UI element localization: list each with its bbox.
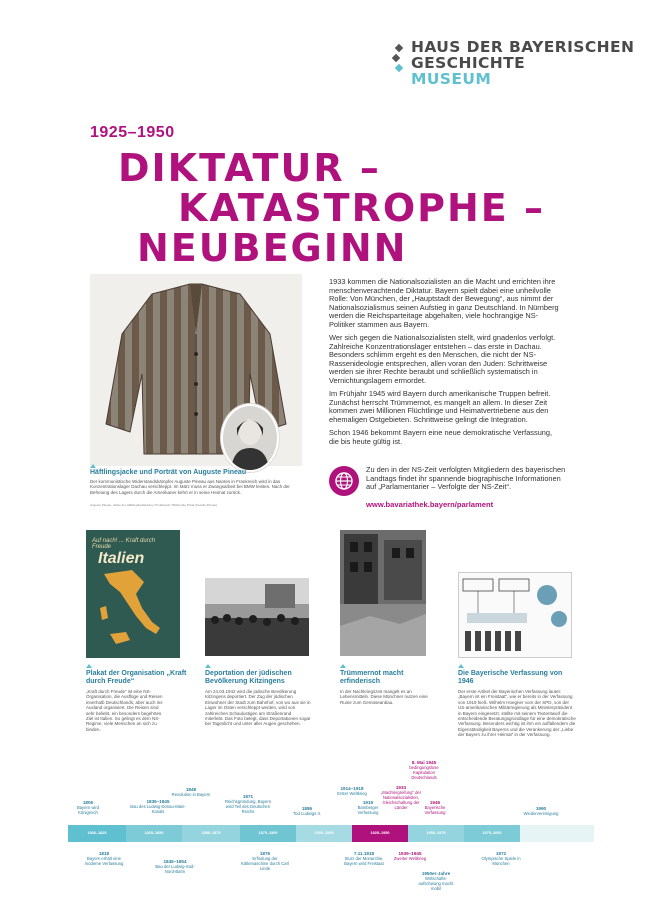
event-1818: 1818 Bayern erhält eine moderne Verfassung xyxy=(84,851,124,866)
exhibit-3-marker-icon xyxy=(340,664,346,668)
event-1918: 7.11.1918 Sturz der Monarchie, Bayern wird Freistaat xyxy=(344,851,384,866)
timeline-period-1850: 1850–1875 xyxy=(182,825,240,842)
portrait-photo xyxy=(221,404,279,472)
exhibit-1-marker-icon xyxy=(86,664,92,668)
intro-paragraph-2: Wer sich gegen die Nationalsozialisten stellt, wird gnadenlos verfolgt. Zahlreiche Konzentrationslager entstehen – das erste in Dachau. Besonders schlimm ergeht es den Menschen, die nicht der NS-Rassenideologie entsprechen, allen voran den Juden: Schrittweise werden sie ihrer Rechte beraubt und schließlich systematisch in Vernichtungslagern ermordet. xyxy=(329,333,556,385)
timeline-period-1875: 1875–1900 xyxy=(240,825,296,842)
intro-paragraph-1: 1933 kommen die Nationalsozialisten an die Macht und errichten ihre menschenverachtende Diktatur. Bayern spielt dabei eine unheilvolle Rolle: Von München, der „Hauptstadt der Bewegung“, aus nimmt der Nationalsozialismus seinen Aufstieg in ganz Deutschland. In Nürnberg werden die Reichsparteitage abgehalten, viele hochrangige NS-Politiker stammen aus Bayern. xyxy=(329,277,559,329)
exhibit-2-marker-icon xyxy=(205,664,211,668)
parliament-link-url[interactable]: www.bavariathek.bayern/parlament xyxy=(366,500,494,509)
poster-small-text: Auf nach! ... Kraft durch Freude xyxy=(92,538,156,550)
parliament-link-text: Zu den in der NS-Zeit verfolgten Mitgliedern des bayerischen Landtags findet ihr spannende biographische Informationen auf „Parlamentarier – Verfolgte der NS-Zeit“. xyxy=(366,465,566,491)
event-1886: 1886 Tod Ludwigs II. xyxy=(293,806,321,816)
event-1946: 1946 Bayerische Verfassung xyxy=(424,800,446,815)
globe-link-icon[interactable] xyxy=(329,466,359,496)
exhibit-2-title: Deportation der jüdischen Bevölkerung Kitzingens xyxy=(205,670,292,685)
intro-paragraph-3: Im Frühjahr 1945 wird Bayern durch amerikanische Truppen befreit. Zunächst herrscht Trümmernot, es mangelt an allem. In dieser Zeit kommen zwei Millionen Flüchtlinge und Heimatvertriebene aus den ehemaligen Ostgebieten. Schrittweise gelingt die Integration. xyxy=(329,389,551,424)
intro-paragraph-4: Schon 1946 bekommt Bayern eine neue demokratische Verfassung, die bis heute gültig ist. xyxy=(329,428,553,446)
event-1919: 1919 Bamberger Verfassung xyxy=(357,800,379,815)
title-line-3: NEUBEGINN xyxy=(137,226,408,270)
constitution-diagram xyxy=(458,572,572,658)
kdf-poster xyxy=(86,530,180,658)
logo-line-2: GESCHICHTE xyxy=(411,54,526,72)
exhibit-4-title: Die Bayerische Verfassung von 1946 xyxy=(458,670,563,685)
logo-line-3: MUSEUM xyxy=(411,70,492,88)
exhibit-4-marker-icon xyxy=(458,664,464,668)
event-1950s: 1950er-Jahre Wirtschaftsaufschwung macht mobil xyxy=(418,871,454,891)
exhibit-1-text: „Kraft durch Freude“ ist eine NS-Organisation, die Ausflüge und Reisen innerhalb Deutschlands, aber auch ins Ausland organisiert. Die Reisen sind sehr beliebt, ein besonders begehrtes Ziel ist Italien. So gelingt es dem NS-Regime, viele Menschen an sich zu binden. xyxy=(86,689,163,732)
event-1990: 1990 Wiedervereinigung xyxy=(523,806,559,816)
ruins-photo xyxy=(340,530,426,656)
timeline-period-1900: 1900–1925 xyxy=(296,825,352,842)
logo-diamonds-icon xyxy=(392,44,406,72)
event-1933: 1933 „Machtergreifung“ der Nationalsozialisten, Gleichschaltung der Länder xyxy=(380,785,422,810)
event-1876: 1876 Erfindung der Kältemaschine durch Carl Linde xyxy=(241,851,289,871)
exhibit-1-title: Plakat der Organisation „Kraft durch Freude“ xyxy=(86,670,187,685)
exhibit-2-text: Am 24.03.1942 wird die jüdische Bevölkerung Kitzingens deportiert. Der Zug der jüdischen Einwohner der Stadt zum Bahnhof, von wo aus sie in Lager im Osten verschleppt werden, wird von zahlreichen Schaulustigen am Straßenrand miterlebt. Das Foto belegt, dass Deportationen sogar bei Tageslicht und unter aller Augen geschehen. xyxy=(205,689,311,727)
caption-marker-icon xyxy=(90,464,96,468)
title-line-2: KATASTROPHE – xyxy=(178,186,545,230)
timeline-period-1950: 1950–1975 xyxy=(408,825,464,842)
event-1914: 1914–1918 Erster Weltkrieg xyxy=(337,786,367,796)
event-1806: 1806 Bayern wird Königreich xyxy=(76,800,100,815)
intro-text xyxy=(329,278,561,451)
deportation-photo xyxy=(205,578,309,656)
feature-caption-text: Der kommunistische Widerstandskämpfer Auguste Pineau aus Nantes in Frankreich wird in das Konzentrationslager Dachau verschleppt. Im März muss er Zwangsarbeit bei BMW leisten. Nach der Befreiung des Lagers durch die Amerikaner kehrt er in seine Heimat zurück. xyxy=(90,479,290,495)
event-1836: 1836–1845 Bau des Ludwig-Donau-Main-Kanals xyxy=(130,799,186,814)
italy-map-illustration xyxy=(86,568,180,658)
event-1845: 1845–1854 Bau der Ludwig-Süd-Nord-Bahn xyxy=(155,859,195,874)
timeline-period-1806: 1806–1825 xyxy=(68,825,126,842)
title-line-1: DIKTATUR – xyxy=(118,146,381,190)
event-1945-capitulation: 8. Mai 1945 bedingungslose Kapitulation Deutschlands xyxy=(409,760,439,780)
exhibit-3-title: Trümmernot macht erfinderisch xyxy=(340,670,404,685)
timeline-period-1975: 1975–2000 xyxy=(464,825,520,842)
event-1848: 1848 Revolution in Bayern xyxy=(171,787,211,797)
timeline-period-1925: 1925–1950 xyxy=(352,825,408,842)
event-1871: 1871 Reichsgründung, Bayern wird Teil des Deutschen Reichs xyxy=(224,794,272,814)
event-1939: 1939–1945 Zweiter Weltkrieg xyxy=(393,851,427,861)
exhibit-4-text: Der erste Artikel der Bayerischen Verfassung lautet: „Bayern ist ein Freistaat“, wie er bereits in der Verfassung von 1919 hieß. Wilhelm Hoegner vom der SPD, von der US-amerikanischen Militärregierung als Ministerpräsident in Bayern eingesetzt, stellte mit seinem Textentwurf die entscheidende Beratungsgrundlage für eine demokratische Verfassung. Besonders wichtig ist ihm ein auffallendem die Eigenständigkeit Bayerns und die Verankerung der „Liebe der Bayern zu ihrer Heimat“ in der Verfassung. xyxy=(458,689,576,738)
poster-title: Italien xyxy=(98,550,145,567)
event-1972: 1972 Olympische Spiele in München xyxy=(481,851,521,866)
years-heading: 1925–1950 xyxy=(90,124,175,141)
feature-caption-title: Häftlingsjacke und Porträt von Auguste Pineau xyxy=(90,469,247,476)
exhibit-3-text: In der Nachkriegszeit mangelt es an Lebensmitteln. Diese Münchner nutzen eine Ruine zum Gemüseanbau. xyxy=(340,689,428,705)
timeline-period-1825: 1825–1850 xyxy=(126,825,182,842)
feature-credit: Auguste Pineau, Jacke der Häftlingsbekleidung, Privatbesitz / Bildrechte Privat (Familie Pineau) xyxy=(90,503,218,507)
logo-line-1: HAUS DER BAYERISCHEN xyxy=(411,38,635,56)
